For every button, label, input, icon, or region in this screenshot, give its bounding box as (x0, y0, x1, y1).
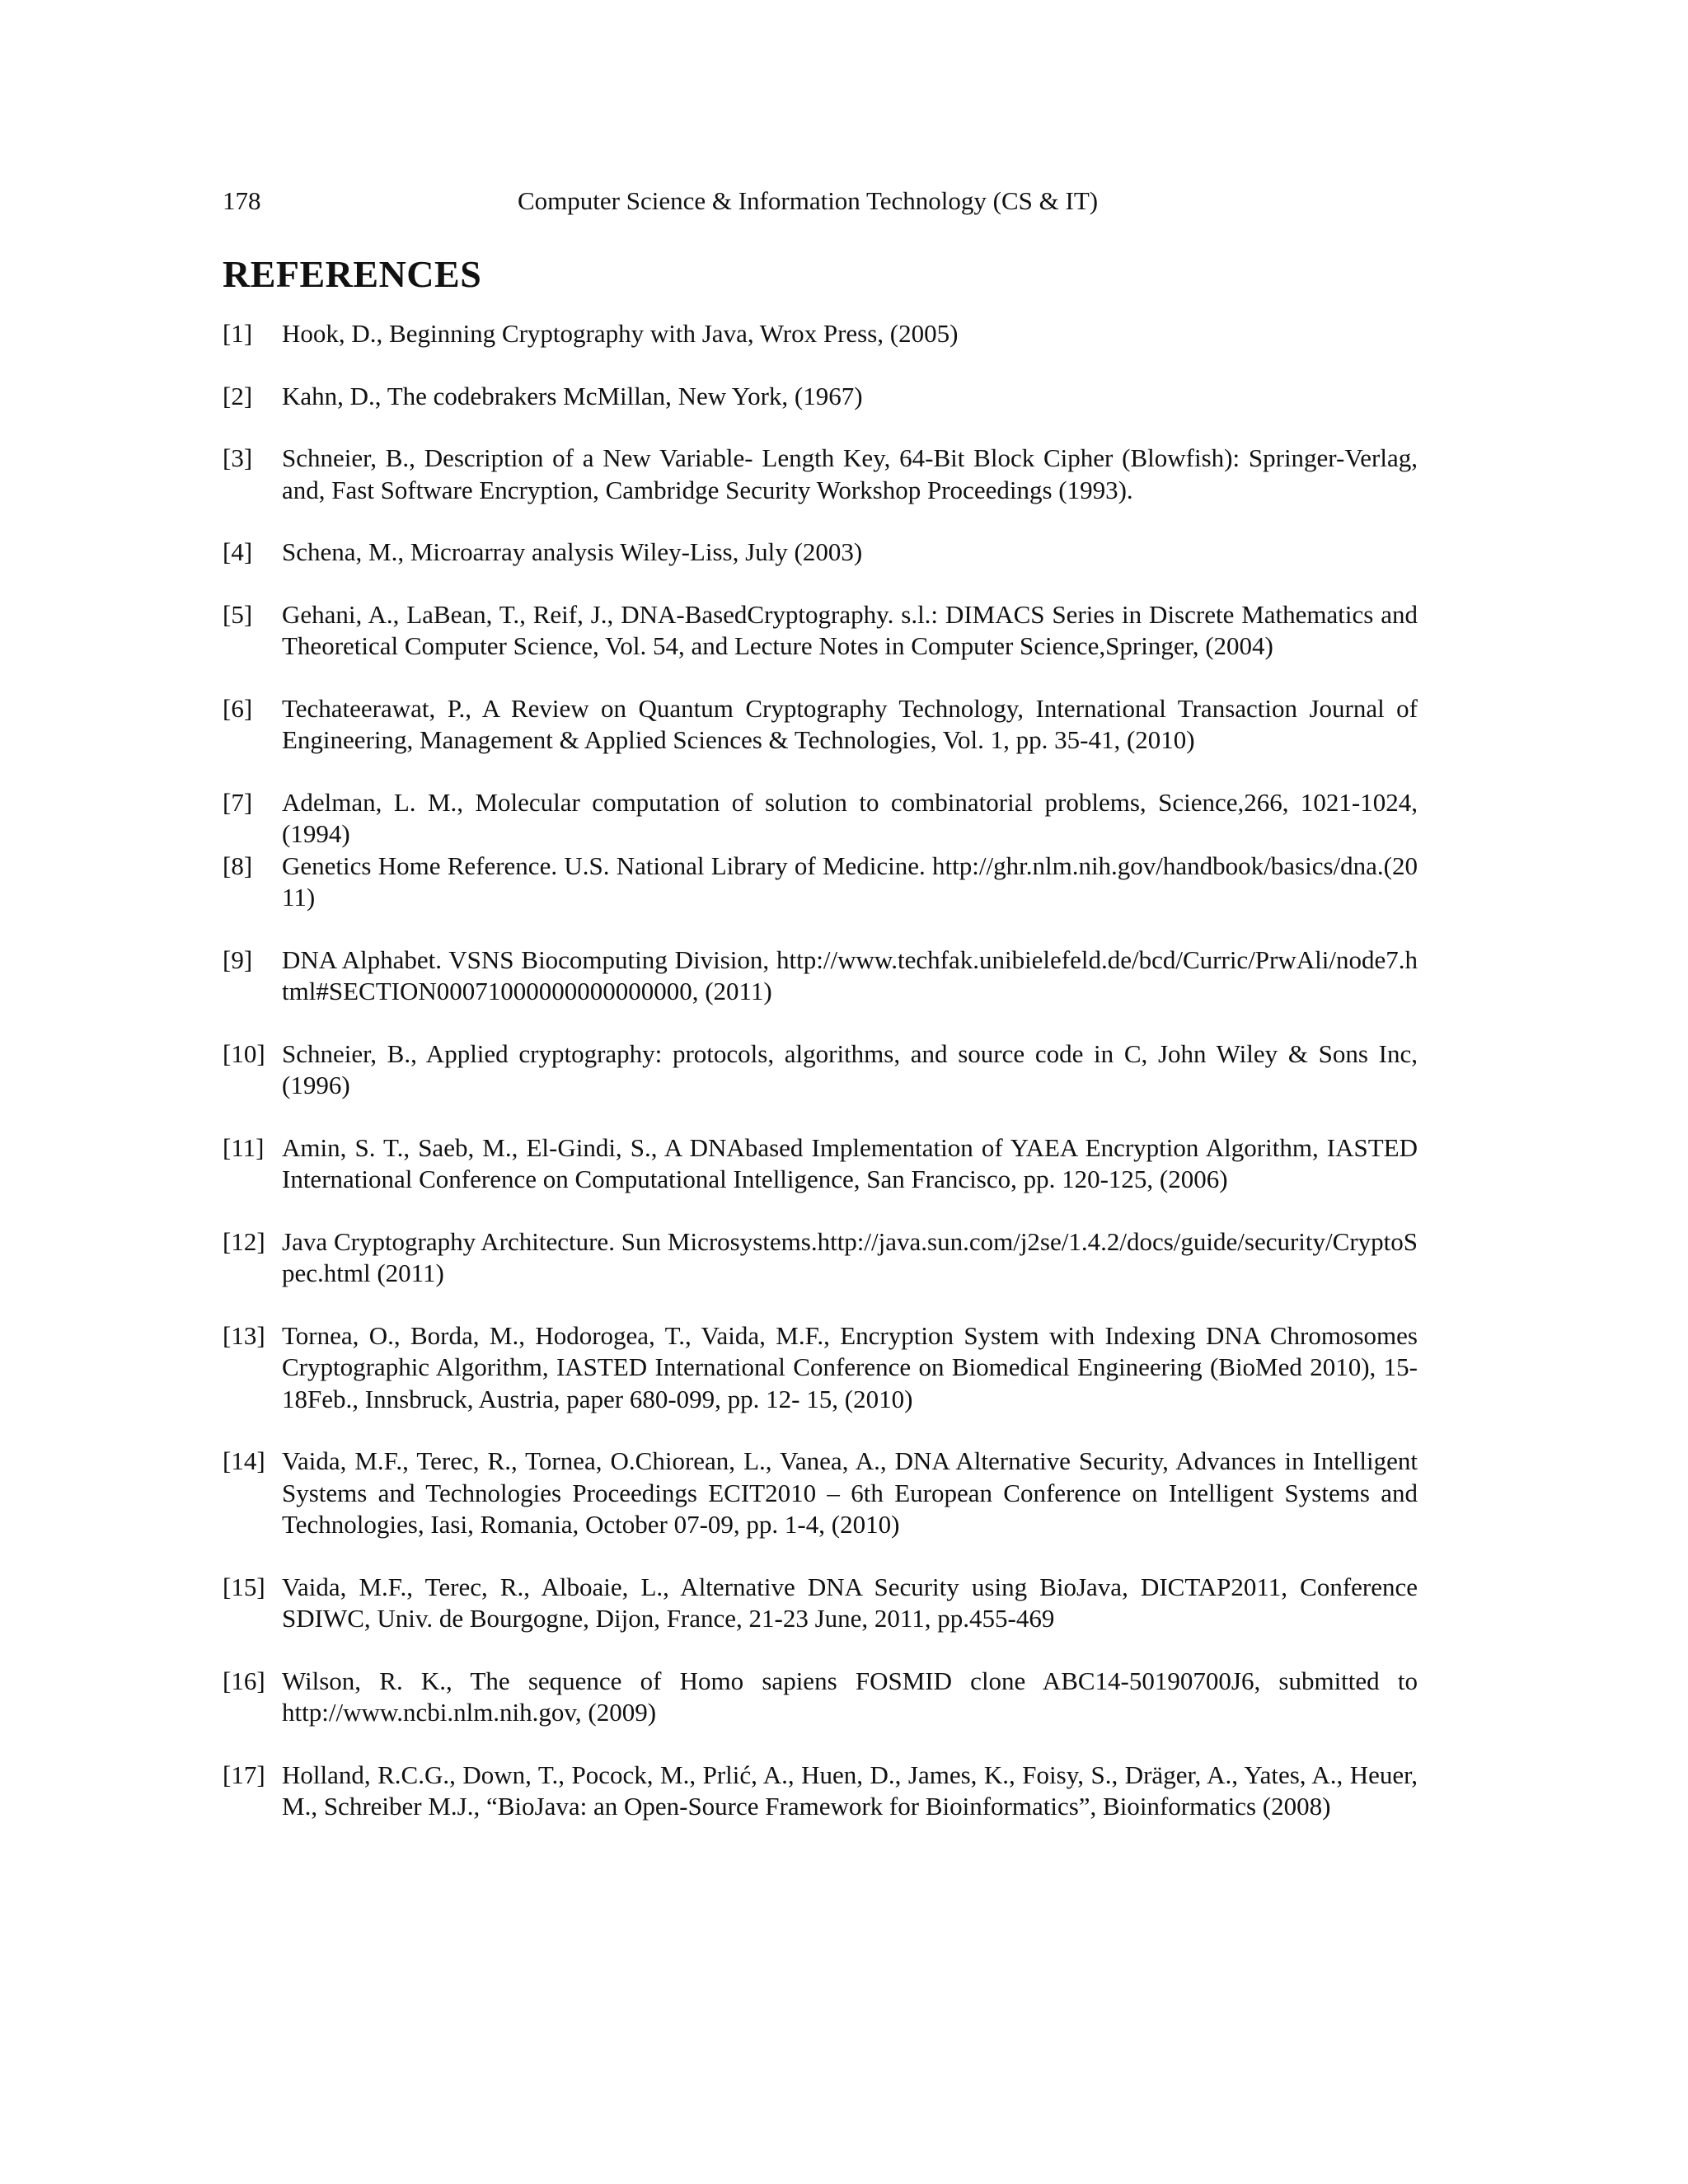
reference-number: [2] (223, 381, 253, 410)
reference-item (223, 1572, 1418, 1635)
reference-number: [1] (223, 319, 253, 348)
page-number: 178 (223, 186, 261, 215)
reference-number: [4] (223, 537, 253, 566)
reference-text: Java Cryptography Architecture. Sun Microsystems.http://java.sun.com/j2se/1.4.2/docs/guide/security/CryptoSpec.html (2011) (282, 1226, 1418, 1287)
reference-item (223, 443, 1418, 506)
reference-item (223, 599, 1418, 663)
reference-text: Adelman, L. M., Molecular computation of solution to combinatorial problems, Science,266, 1021-1024, (1994) (282, 787, 1418, 848)
reference-text: Schneier, B., Applied cryptography: protocols, algorithms, and source code in C, John Wiley & Sons Inc, (1996) (282, 1038, 1418, 1099)
reference-item (223, 1038, 1418, 1102)
reference-item (223, 381, 1418, 413)
reference-text: Vaida, M.F., Terec, R., Alboaie, L., Alternative DNA Security using BioJava, DICTAP2011, Conference SDIWC, Univ. de Bourgogne, Dijon, France, 21-23 June, 2011, pp.455-469 (282, 1572, 1418, 1633)
reference-text: Genetics Home Reference. U.S. National Library of Medicine. http://ghr.nlm.nih.gov/handbook/basics/dna.(2011) (282, 851, 1418, 912)
reference-item (223, 787, 1418, 851)
reference-number: [12] (223, 1226, 265, 1256)
reference-number: [17] (223, 1760, 265, 1789)
reference-text: Kahn, D., The codebrakers McMillan, New York, (1967) (282, 381, 863, 410)
reference-number: [5] (223, 599, 253, 629)
reference-number: [3] (223, 443, 253, 472)
reference-text: Amin, S. T., Saeb, M., El-Gindi, S., A DNAbased Implementation of YAEA Encryption Algorithm, IASTED International Conference on Computational Intelligence, San Francisco, pp. 120-125, (2006) (282, 1132, 1418, 1193)
running-header (223, 183, 1418, 219)
reference-text: DNA Alphabet. VSNS Biocomputing Division, http://www.techfak.unibielefeld.de/bcd/Curric/PrwAli/node7.html#SECTION00071000000000000000, (2011) (282, 944, 1418, 1005)
paper-page (223, 183, 1418, 1823)
reference-text: Hook, D., Beginning Cryptography with Java, Wrox Press, (2005) (282, 319, 959, 348)
reference-text: Vaida, M.F., Terec, R., Tornea, O.Chiorean, L., Vanea, A., DNA Alternative Security, Advances in Intelligent Systems and Technologies Proceedings ECIT2010 – 6th European Conference on Intelligent Systems and Technologies, Iasi, Romania, October 07-09, pp. 1-4, (2010) (282, 1446, 1418, 1539)
reference-item (223, 944, 1418, 1008)
reference-list (223, 318, 1418, 1823)
reference-number: [13] (223, 1320, 265, 1350)
reference-number: [8] (223, 851, 253, 880)
reference-text: Techateerawat, P., A Review on Quantum Cryptography Technology, International Transaction Journal of Engineering, Management & Applied Sciences & Technologies, Vol. 1, pp. 35-41, (2010) (282, 693, 1418, 754)
reference-item (223, 1446, 1418, 1541)
reference-item (223, 1320, 1418, 1416)
reference-item (223, 537, 1418, 569)
reference-number: [9] (223, 944, 253, 974)
reference-item (223, 851, 1418, 914)
reference-number: [6] (223, 693, 253, 723)
reference-item (223, 1666, 1418, 1729)
references-heading: REFERENCES (223, 253, 482, 295)
reference-item (223, 318, 1418, 350)
reference-item (223, 693, 1418, 757)
reference-text: Tornea, O., Borda, M., Hodorogea, T., Vaida, M.F., Encryption System with Indexing DNA Chromosomes Cryptographic Algorithm, IASTED International Conference on Biomedical Engineering (BioMed 2010), 15-18Feb., Innsbruck, Austria, paper 680-099, pp. 12- 15, (2010) (282, 1320, 1418, 1413)
reference-item (223, 1132, 1418, 1196)
reference-number: [15] (223, 1572, 265, 1601)
reference-item (223, 1226, 1418, 1290)
reference-text: Holland, R.C.G., Down, T., Pocock, M., Prlić, A., Huen, D., James, K., Foisy, S., Dräger, A., Yates, A., Heuer, M., Schreiber M.J., “BioJava: an Open-Source Framework for Bioinformatics”, Bioinformatics (2008) (282, 1760, 1418, 1821)
reference-number: [7] (223, 787, 253, 817)
reference-number: [16] (223, 1666, 265, 1695)
reference-text: Wilson, R. K., The sequence of Homo sapiens FOSMID clone ABC14-50190700J6, submitted to http://www.ncbi.nlm.nih.gov, (2009) (282, 1666, 1418, 1727)
reference-text: Schena, M., Microarray analysis Wiley-Liss, July (2003) (282, 537, 863, 566)
reference-number: [10] (223, 1038, 265, 1068)
reference-item (223, 1760, 1418, 1823)
reference-text: Gehani, A., LaBean, T., Reif, J., DNA-BasedCryptography. s.l.: DIMACS Series in Discrete Mathematics and Theoretical Computer Science, Vol. 54, and Lecture Notes in Computer Science,Springer, (2004) (282, 599, 1418, 660)
reference-text: Schneier, B., Description of a New Variable- Length Key, 64-Bit Block Cipher (Blowfish): Springer-Verlag, and, Fast Software Encryption, Cambridge Security Workshop Proceedings (1993). (282, 443, 1418, 504)
reference-number: [11] (223, 1132, 265, 1162)
journal-title: Computer Science & Information Technology (CS & IT) (518, 186, 1099, 215)
reference-number: [14] (223, 1446, 265, 1475)
